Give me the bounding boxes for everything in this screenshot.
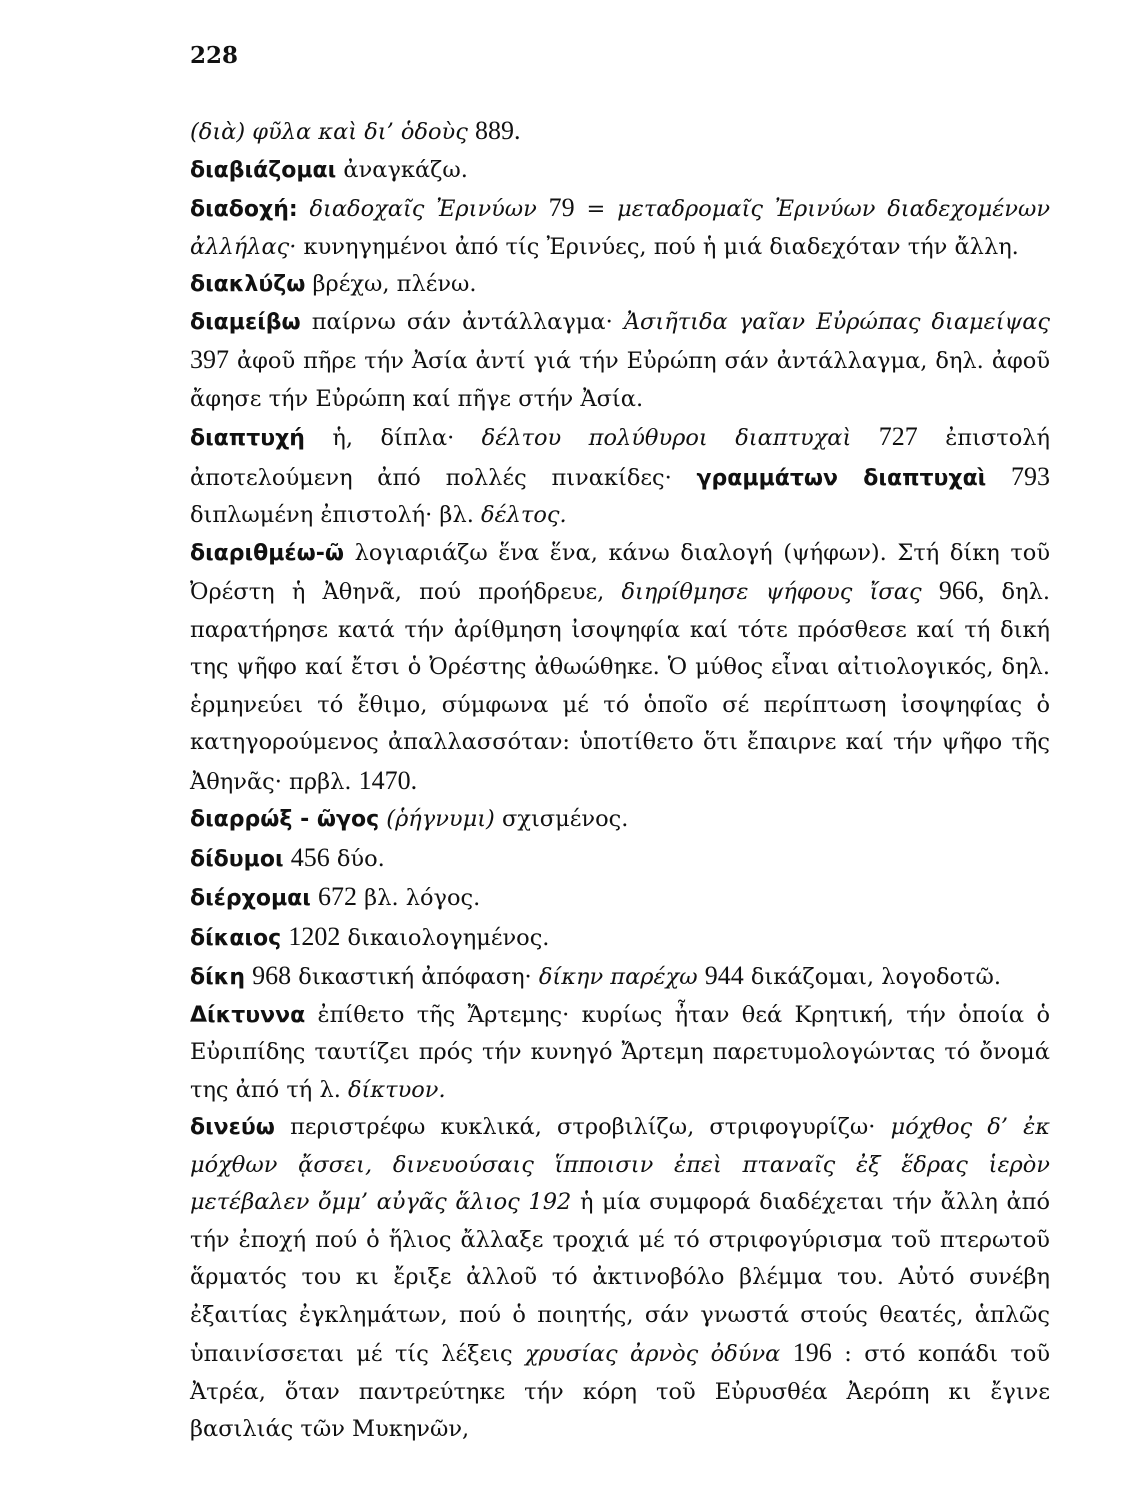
entry-text: παίρνω σάν ἀντάλλαγμα·	[300, 308, 624, 335]
quoted-text: διαδοχαῖς Ἐρινύων	[309, 196, 537, 222]
dictionary-text	[190, 112, 1050, 1449]
entry-text: ἡ, δίπλα·	[304, 425, 482, 451]
dictionary-entry-didymoi	[190, 839, 1050, 879]
line-reference: 79	[548, 193, 575, 222]
entry-text: δικάζομαι, λογοδοτῶ.	[743, 964, 1002, 990]
entry-headword: διαβιάζομαι	[190, 157, 337, 183]
entry-text	[298, 196, 310, 222]
quoted-text: χρυσίας ἀρνὸς ὀδύνα	[525, 1341, 781, 1367]
dictionary-entry-diki	[190, 957, 1050, 997]
dictionary-entry-diarrox	[190, 801, 1050, 839]
entry-headword: δινεύω	[190, 1115, 275, 1140]
entry-text: ἀναγκάζω.	[336, 156, 468, 183]
entry-text: ἀφοῦ πῆρε τήν Ἀσία ἀντί γιά τήν Εὐρώπη σάν ἀντάλλαγμα, δηλ. ἀφοῦ ἄφησε τήν Εὐρώπη καί πῆγε στήν Ἀσία.	[190, 348, 1050, 412]
dictionary-entry-fyla	[190, 112, 1050, 152]
entry-text	[311, 885, 318, 911]
entry-headword: δίκη	[190, 965, 245, 990]
entry-text: λογιαριάζω ἕνα ἕνα, κάνω διαλογή (ψήφων). Στή δίκη τοῦ Ὀρέστη ἡ Ἀθηνᾶ, πού προήδρευε,	[190, 539, 1050, 605]
line-reference: 1470.	[358, 765, 418, 795]
quoted-text: δίκτυον.	[348, 1076, 446, 1103]
dictionary-entry-dikaios	[190, 918, 1050, 958]
entry-text: περιστρέφω κυκλικά, στροβιλίζω, στριφογυρίζω·	[274, 1114, 891, 1140]
entry-headword: διαμείβω	[190, 309, 301, 335]
entry-headword: διαπτυχή	[190, 426, 305, 451]
entry-text: κυνηγημένοι ἀπό τίς Ἐρινύες, πού ἡ μιά διαδεχόταν τήν ἄλλη.	[296, 233, 1019, 260]
entry-text	[986, 465, 1011, 491]
page-number: 228	[190, 42, 239, 69]
entry-text	[698, 964, 705, 990]
entry-headword: δίκαιος	[190, 925, 282, 951]
entry-text	[922, 579, 939, 605]
entry-headword: διαριθμέω-ῶ	[190, 540, 345, 566]
quoted-text: Ἀσιῆτιδα γαῖαν Εὐρώπας διαμείψας	[623, 308, 1050, 335]
entry-text: ἐπιστολή ἀποτελούμενη ἀπό πολλές πινακίδες·	[190, 425, 1050, 491]
dictionary-entry-diarithmeo	[190, 535, 1050, 802]
line-reference: 793	[1011, 461, 1051, 491]
entry-headword: γραμμάτων διαπτυχαὶ	[696, 465, 987, 491]
entry-text: σχισμένος.	[494, 806, 629, 832]
entry-text: βρέχω, πλένω.	[305, 271, 477, 297]
dictionary-entry-diaptychi	[190, 418, 1050, 535]
line-reference: 196	[792, 1338, 832, 1367]
entry-text	[851, 425, 878, 451]
line-reference: 727	[878, 422, 918, 451]
entry-headword: Δίκτυννα	[190, 1002, 306, 1028]
entry-text: δικαιολογημένος.	[340, 924, 550, 951]
dictionary-entry-diktynna	[190, 997, 1050, 1110]
line-reference: 397	[190, 345, 229, 374]
entry-headword: διαρρώξ - ῶγος	[190, 807, 380, 832]
entry-headword: δίδυμοι	[190, 846, 284, 872]
entry-text	[537, 196, 549, 222]
dictionary-entry-diameivo	[190, 304, 1050, 419]
quoted-text: μόχθος δ’ ἐκ μόχθων ᾄσσει, δινευούσαις ἵπποισιν ἐπεὶ πταναῖς ἐξ ἕδρας ἱερὸν μετέβαλεν ὄμμ’ αὐγᾶς ἅλιος 192	[190, 1114, 1050, 1215]
entry-text: δύο.	[329, 845, 385, 872]
quoted-text: δέλτου πολύθυροι διαπτυχαὶ	[481, 425, 852, 451]
line-reference: 672	[318, 882, 358, 911]
entry-text	[468, 119, 475, 145]
entry-headword: διαδοχή:	[190, 197, 298, 222]
line-reference: 889.	[474, 116, 521, 145]
entry-text	[284, 846, 291, 872]
line-reference: 1202	[288, 921, 341, 951]
entry-text: βλ. λόγος.	[357, 885, 481, 911]
entry-text: ἡ μία συμφορά διαδέχεται τήν ἄλλη ἀπό τήν ἐποχή πού ὁ ἥλιος ἄλλαξε τροχιά μέ τό στριφογύρισμα τοῦ πτερωτοῦ ἅρματός του κι ἔριξε ἀλλοῦ τό ἀκτινοβόλο βλέμμα του. Αὐτό συνέβη ἐξαιτίας ἐγκλημάτων, πού ὁ ποιητής, σάν γνωστά στούς θεατές, ἁπλῶς ὑπαινίσσεται μέ τίς λέξεις	[190, 1189, 1050, 1367]
quoted-text: (διὰ) φῦλα καὶ δι’ ὁδοὺς	[190, 119, 468, 145]
dictionary-entry-diaviazomai	[190, 152, 1050, 190]
dictionary-entry-dineuo	[190, 1109, 1050, 1449]
line-reference: 968	[252, 961, 292, 990]
entry-text: =	[574, 196, 618, 222]
quoted-text: δέλτος.	[481, 502, 567, 528]
quoted-text: διηρίθμησε ψήφους ἴσας	[621, 579, 922, 605]
entry-text	[780, 1341, 792, 1367]
line-reference: 966,	[938, 576, 985, 605]
entry-text: διπλωμένη ἐπιστολή· βλ.	[190, 502, 482, 528]
entry-text: ἐπίθετο τῆς Ἄρτεμης· κυρίως ἦταν θεά Κρητική, τήν ὁποία ὁ Εὐριπίδης ταυτίζει πρός τήν κυνηγό Ἄρτεμη παρετυμολογώντας τό ὄνομά της ἀπό τή λ.	[190, 1001, 1050, 1103]
dictionary-entry-diadochi	[190, 189, 1050, 266]
entry-text: δηλ. παρατήρησε κατά τήν ἀρίθμηση ἰσοψηφία καί τότε πρόσθεσε καί τή δική της ψῆφο καί ἔτσι ὁ Ὀρέστης ἀθωώθηκε. Ὁ μύθος εἶναι αἰτιολογικός, δηλ. ἑρμηνεύει τό ἔθιμο, σύμφωνα μέ τό ὁποῖο σέ περίπτωση ἰσοψηφίας ὁ κατηγορούμενος ἀπαλλασσόταν: ὑποτίθετο ὅτι ἔπαιρνε καί τήν ψῆφο τῆς Ἀθηνᾶς· πρβλ.	[190, 579, 1050, 795]
entry-headword: διακλύζω	[190, 272, 306, 297]
line-reference: 456	[290, 842, 330, 872]
quoted-text: (ῥήγνυμι)	[386, 806, 495, 832]
entry-headword: διέρχομαι	[190, 886, 311, 911]
line-reference: 944	[704, 961, 744, 990]
dictionary-entry-diaklyzo	[190, 266, 1050, 304]
quoted-text: μεταδρομαῖς Ἐρινύων διαδεχομένων ἀλλήλας·	[190, 196, 1051, 260]
quoted-text: δίκην παρέχω	[538, 964, 698, 990]
entry-text: : στό κοπάδι τοῦ Ἀτρέα, ὅταν παντρεύτηκε τήν κόρη τοῦ Εὐρυσθέα Ἀερόπη κι ἔγινε βασιλιάς τῶν Μυκηνῶν,	[190, 1341, 1051, 1442]
entry-text: δικαστική ἀπόφαση·	[291, 964, 539, 990]
dictionary-entry-dierchomai	[190, 878, 1050, 918]
